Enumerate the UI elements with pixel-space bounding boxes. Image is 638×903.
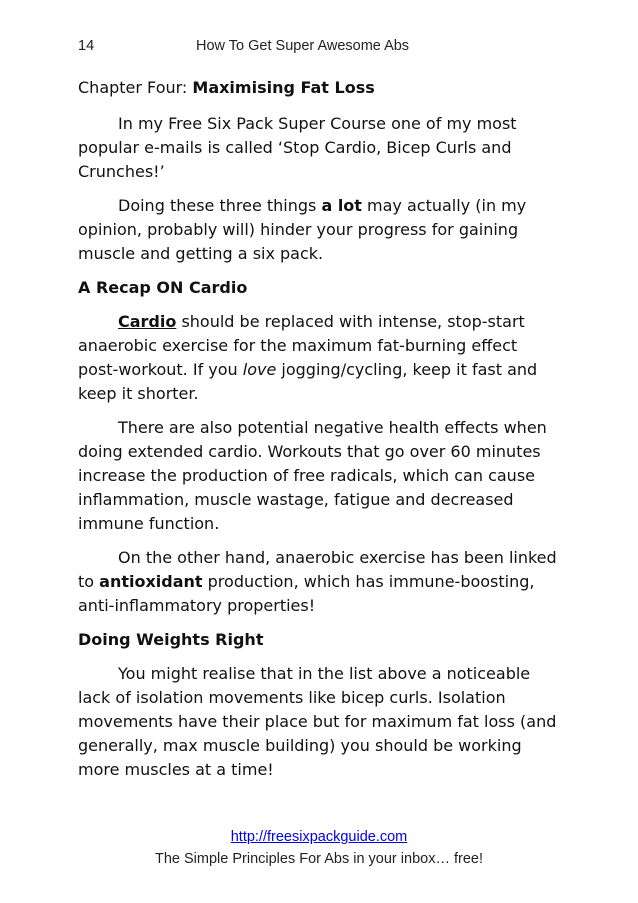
paragraph-isolation (78, 662, 562, 782)
emphasis-cardio: Cardio (118, 312, 177, 331)
footer-link[interactable]: http://freesixpackguide.com (230, 829, 408, 845)
paragraph-text: You might realise that in the list above a noticeable lack of isolation movements like bicep curls. Isolation movements have their place but for maximum fat loss (and generally, max muscle building) you should be working more muscles at a time! (78, 664, 557, 779)
paragraph-text: jogging/cycling, keep it fast and keep it shorter. (78, 360, 538, 403)
footer-tagline: The Simple Principles For Abs in your inbox… free! (155, 851, 483, 867)
page-body (78, 76, 562, 792)
emphasis-love: love (242, 360, 277, 379)
book-title: How To Get Super Awesome Abs (196, 38, 410, 54)
emphasis-a-lot: a lot (321, 196, 362, 215)
paragraph-health-effects (78, 416, 562, 536)
paragraph-text: There are also potential negative health effects when doing extended cardio. Workouts that go over 60 minutes increase the production of free radicals, which can cause inflammation, muscle wastage, fatigue and decreased immune function. (78, 418, 547, 533)
paragraph-text: On the other hand, anaerobic exercise has been linked to (78, 548, 557, 591)
paragraph-three-things (78, 194, 562, 266)
emphasis-antioxidant: antioxidant (99, 572, 203, 591)
chapter-title: Maximising Fat Loss (192, 78, 375, 97)
paragraph-text: should be replaced with intense, stop-start anaerobic exercise for the maximum fat-burning effect post-workout. If you (78, 312, 525, 379)
section-heading-weights: Doing Weights Right (78, 630, 264, 649)
section-heading-cardio: A Recap ON Cardio (78, 278, 248, 297)
page-footer (0, 826, 638, 870)
chapter-heading (78, 76, 562, 100)
chapter-label: Chapter Four: (78, 78, 193, 97)
paragraph-text: In my Free Six Pack Super Course one of my most popular e-mails is called ‘Stop Cardio, Bicep Curls and Crunches!’ (78, 114, 517, 181)
paragraph-course-email (78, 112, 562, 184)
page-header (78, 38, 560, 60)
page-number: 14 (78, 38, 95, 54)
paragraph-text: may actually (in my opinion, probably will) hinder your progress for gaining muscle and getting a six pack. (78, 196, 527, 263)
paragraph-cardio (78, 310, 562, 406)
paragraph-anaerobic (78, 546, 562, 618)
paragraph-text: Doing these three things (118, 196, 322, 215)
paragraph-text: production, which has immune-boosting, anti-inflammatory properties! (78, 572, 535, 615)
